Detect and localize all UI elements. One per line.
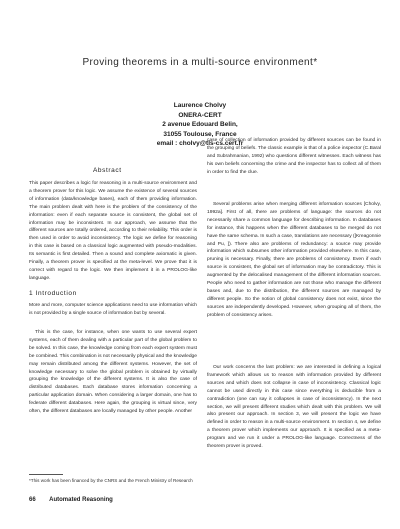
author-name: Laurence Cholvy bbox=[173, 102, 227, 109]
author-affiliation: ONERA-CERT bbox=[178, 111, 222, 119]
author-address-city: 31055 Toulouse, France bbox=[163, 130, 237, 138]
introduction-heading: 1 Introduction bbox=[29, 290, 77, 297]
abstract-heading: Abstract bbox=[93, 167, 122, 174]
page-footer bbox=[29, 497, 125, 503]
right-paragraph-3: Our work concerns the last problem: we are interested in defining a logical framework which allows us to reason with information provided by different sources and which does not collapse in case of inconsistency. Classical logic cannot be used directly in this case since everything is deducible from a contradiction (one can say it collapses in case of inconsistency). In the next section, we will present different studies which dealt with this problem. We will also present our approach. In section 3, we will present the logic we have defined in order to reason in a multi-source environment. In section 4, we define a theorem prover which implements our approach. It is specified as a meta-program and we run it under a PROLOG-like language. Correctness of the theorem prover is proved. bbox=[207, 365, 381, 450]
running-title: Automated Reasoning bbox=[49, 497, 113, 503]
footnote: *This work has been financed by the CNRS and the French Ministry of Research bbox=[29, 478, 193, 483]
right-paragraph-1: case of collection of information provided by different sources can be found in the grouping of beliefs. The classic example is that of a police inspector (C.Baral and Subrahmanian, 1992) who questions different witnesses. Each witness has his own beliefs concerning the crime and the inspector has to collect all of them in order to find the clue. bbox=[207, 138, 381, 175]
author-email: email : cholvy@tls-cs.cert.fr bbox=[156, 140, 244, 147]
intro-paragraph-2: This is the case, for instance, when one wants to use several expert systems, each of them dealing with a particular part of the global problem to be solved. In this case, the knowledge coming from each expert system must be combined. This combination is not necessarily physical and the knowledge may remain distributed among the different systems. However, the set of knowledge necessary to solve the global problem is obtained by virtually grouping the knowledge of the different systems. It is also the case of distributed databases. Each database stores information concerning a particular application domain. When considering a larger domain, one has to federate different databases. Here again, the grouping is virtual since, very often, the different databases are locally managed by other people. Another bbox=[29, 330, 197, 415]
paper-title: Proving theorems in a multi-source environment* bbox=[82, 57, 318, 68]
footnote-rule bbox=[29, 474, 63, 475]
page-number: 66 bbox=[29, 497, 36, 503]
intro-paragraph-1: More and more, computer science applications need to use information which is not provided by a single source of information but by several. bbox=[29, 303, 197, 316]
abstract-text: This paper describes a logic for reasoning in a multi-source environment and a theorem prover for this logic. We assume the existence of several sources of information (data/knowledge bases), each of them providing information. The main problem dealt with here is the problem of the consistency of the information: even if each separate source is consistent, the global set of information may be inconsistent. In our approach, we assume that the different sources are totally ordered, according to their reliability. This order is then used in order to avoid inconsistency. The logic we define for reasoning in this case is based on a classical logic augmented with pseudo-modalities. Its semantic is first detailed. Then a sound and complete axiomatic is given. Finally, a theorem prover is specified at the meta-level. We prove that it is correct with regard to the logic. We then implement it in a PROLOG-like language. bbox=[29, 181, 197, 281]
right-paragraph-2: Several problems arise when merging different information sources [Cholvy, 1992a]. First of all, there are problems of language: the sources do not necessarily share a common language for describing information. In databases for instance, this happens when the different databases to be merged do not have the same schema. In such a case, translations are necessary ([Kreagonnie and Pu, ]). There also are problems of redundancy: a source may provide information which subsumes other information provided elsewhere. In this case, pruning is necessary. Finally, there are problems of consistency. Even if each source is consistent, the global set of information may be contradictory. This is augmented by the delocalised management of the different information sources. People who need to gather information are not those who manage the different bases and, due to the distribution, the different sources are managed by different people. So the notion of global consistency does not exist, since the sources are independently developed. However, when grouping all of them, the problem of consistency arises. bbox=[207, 202, 381, 318]
author-address-street: 2 avenue Edouard Belin, bbox=[162, 121, 238, 128]
